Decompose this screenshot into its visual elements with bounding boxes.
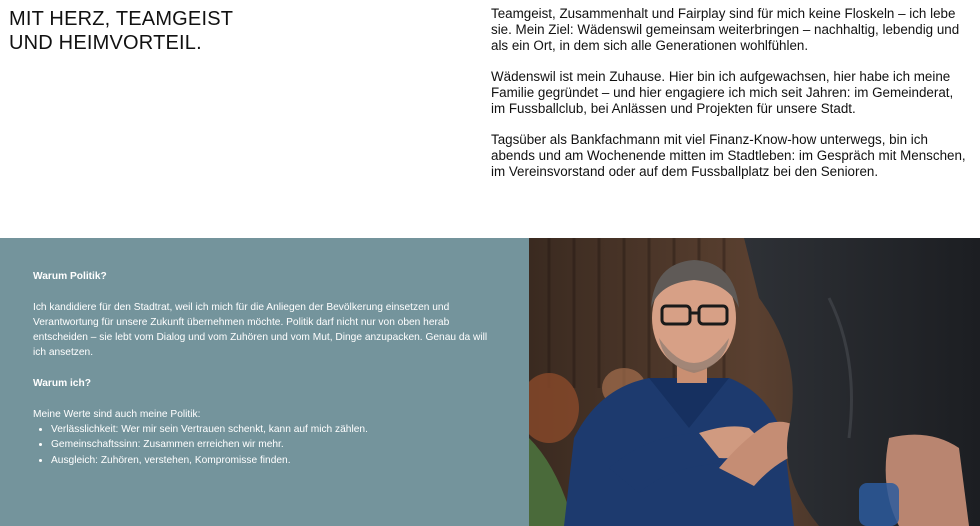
heading-warum-politik: Warum Politik?: [33, 271, 107, 282]
heading-warum-ich: Warum ich?: [33, 378, 91, 390]
politik-paragraph: Ich kandidiere für den Stadtrat, weil ich mich für die Anliegen der Bevölkerung einsetzen und Verantwortung für unsere Zukunft übernehmen möchte. Politik darf nicht nur von oben herab entscheiden – sie lebt vom Dialog und vom Zuhören und vom Mut, Dinge anzupacken. Genau da will ich ansetzen.: [33, 301, 488, 359]
intro-text: [491, 6, 971, 195]
list-item: • Ausgleich: Zuhören, verstehen, Kompromisse finden.: [51, 453, 503, 468]
candidate-photo: [529, 238, 980, 526]
handshake-photo-illustration: [529, 238, 980, 526]
intro-paragraph-2: Wädenswil ist mein Zuhause. Hier bin ich aufgewachsen, hier habe ich meine Familie gegründet – und hier engagiere ich mich seit Jahren: im Gemeinderat, im Fussballclub, bei Anlässen und Projekten für unsere Stadt.: [491, 69, 954, 116]
list-item: • Verlässlichkeit: Wer mir sein Vertrauen schenkt, kann auf mich zählen.: [51, 422, 503, 437]
page-title: [9, 7, 309, 55]
intro-paragraph-3: Tagsüber als Bankfachmann mit viel Finanz-Know-how unterwegs, bin ich abends und am Wochenende mitten im Stadtleben: im Gespräch mit Menschen, im Vereinsvorstand oder auf dem Fussballplatz bei den Senioren.: [491, 132, 966, 179]
politik-panel: [0, 238, 529, 526]
title-line-2: UND HEIMVORTEIL.: [9, 32, 202, 54]
list-item: • Gemeinschaftssinn: Zusammen erreichen wir mehr.: [51, 437, 503, 452]
title-line-1: MIT HERZ, TEAMGEIST: [9, 8, 234, 30]
values-intro: Meine Werte sind auch meine Politik:: [33, 408, 201, 420]
values-list: [33, 422, 503, 468]
intro-paragraph-1: Teamgeist, Zusammenhalt und Fairplay sind für mich keine Floskeln – ich lebe sie. Mein Ziel: Wädenswil gemeinsam weiterbringen – nachhaltig, lebendig und als ein Ort, in dem sich alle Generationen wohlfühlen.: [491, 6, 960, 53]
politik-content: [33, 269, 503, 468]
